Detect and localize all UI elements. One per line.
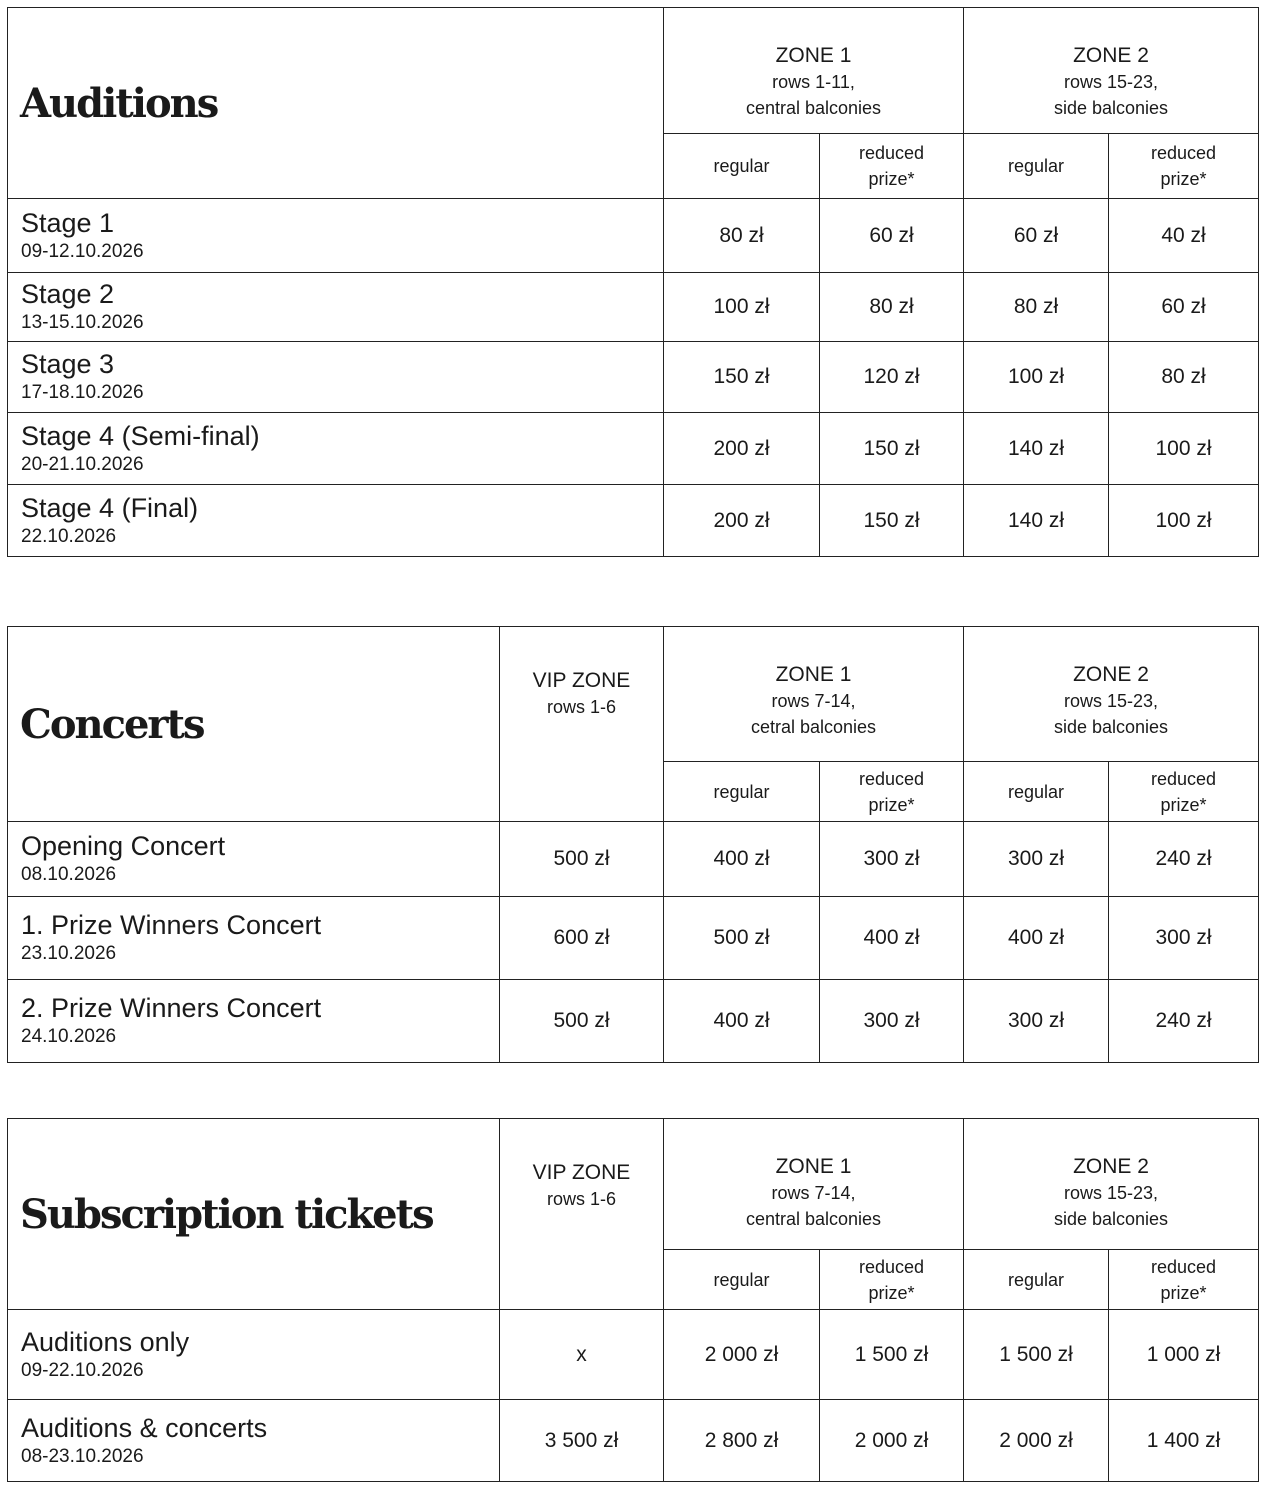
- zone-rows: rows 1-11,: [772, 72, 855, 92]
- subscriptions-title: Subscription tickets: [8, 1119, 500, 1310]
- zone-name: VIP ZONE: [532, 669, 631, 692]
- price-cell: 500 zł: [500, 822, 664, 897]
- concerts-zone2-header: [964, 627, 1259, 762]
- price-cell: 300 zł: [1109, 897, 1259, 980]
- price-cell: 140 zł: [964, 413, 1109, 485]
- price-cell: 300 zł: [820, 822, 964, 897]
- table-row: [8, 897, 1259, 980]
- zone-rows: rows 15-23,: [1064, 691, 1159, 711]
- concerts-vip-header: [500, 627, 664, 822]
- price-cell: 240 zł: [1109, 980, 1259, 1063]
- price-cell: 80 zł: [664, 199, 820, 273]
- price-cell: 400 zł: [964, 897, 1109, 980]
- event-name: Stage 4 (Final): [21, 492, 199, 523]
- price-cell: x: [500, 1310, 664, 1400]
- zone-rows: rows 7-14,: [771, 1183, 856, 1203]
- price-cell: 60 zł: [964, 199, 1109, 273]
- price-cell: 150 zł: [664, 342, 820, 413]
- table-row: [8, 822, 1259, 897]
- row-label: [8, 1310, 500, 1400]
- row-label: [8, 1400, 500, 1482]
- price-cell: 300 zł: [964, 980, 1109, 1063]
- price-cell: 2 800 zł: [664, 1400, 820, 1482]
- regular-price-header: regular: [664, 1250, 820, 1310]
- zone-rows: rows 15-23,: [1063, 1183, 1159, 1203]
- reduced-price-header: reduced prize*: [1109, 1250, 1259, 1310]
- event-date: 09-12.10.2026: [21, 240, 144, 262]
- event-name: Stage 3: [21, 349, 115, 379]
- zone-rows: rows 7-14,: [771, 691, 856, 711]
- price-cell: 400 zł: [820, 897, 964, 980]
- price-cell: 300 zł: [820, 980, 964, 1063]
- price-cell: 100 zł: [1109, 413, 1259, 485]
- event-date: 22.10.2026: [21, 525, 117, 547]
- event-name: 1. Prize Winners Concert: [21, 910, 322, 940]
- zone-name: ZONE 1: [775, 1155, 852, 1178]
- event-date: 20-21.10.2026: [21, 453, 144, 475]
- price-cell: 3 500 zł: [500, 1400, 664, 1482]
- row-label: [8, 199, 664, 273]
- concerts-title: Concerts: [8, 627, 500, 822]
- table-row: [8, 199, 1259, 273]
- subscription-price-table: [7, 1118, 1259, 1482]
- table-row: [8, 980, 1259, 1063]
- zone-balconies: central balconies: [745, 1209, 882, 1229]
- price-cell: 400 zł: [664, 980, 820, 1063]
- price-cell: 300 zł: [964, 822, 1109, 897]
- price-cell: 100 zł: [1109, 485, 1259, 557]
- zone-name: ZONE 2: [1073, 1155, 1149, 1178]
- auditions-price-table: [7, 7, 1259, 557]
- table-row: [8, 485, 1259, 557]
- zone-rows: rows 1-6: [546, 697, 617, 717]
- zone-rows: rows 15-23,: [1063, 72, 1159, 92]
- regular-price-header: regular: [664, 134, 820, 199]
- zone-rows: rows 1-6: [546, 1189, 617, 1209]
- zone-name: ZONE 2: [1073, 663, 1149, 686]
- subscriptions-zone2-header: [964, 1119, 1259, 1250]
- zone-balconies: central balconies: [745, 98, 882, 118]
- event-name: Stage 4 (Semi-final): [21, 420, 260, 451]
- row-label: [8, 980, 500, 1063]
- price-cell: 60 zł: [820, 199, 964, 273]
- subscriptions-vip-header: [500, 1119, 664, 1310]
- price-cell: 80 zł: [1109, 342, 1259, 413]
- reduced-price-header: reduced prize*: [820, 1250, 964, 1310]
- zone-balconies: side balconies: [1053, 717, 1169, 737]
- price-cell: 1 000 zł: [1109, 1310, 1259, 1400]
- event-name: Stage 1: [21, 207, 115, 238]
- price-cell: 140 zł: [964, 485, 1109, 557]
- event-name: Opening Concert: [21, 831, 226, 861]
- subscription-name: Auditions & concerts: [21, 1412, 268, 1443]
- zone-name: ZONE 2: [1073, 44, 1149, 67]
- concerts-price-table: [7, 626, 1259, 1063]
- subscription-dates: 09-22.10.2026: [21, 1359, 144, 1381]
- zone-name: ZONE 1: [775, 44, 852, 67]
- row-label: [8, 822, 500, 897]
- row-label: [8, 897, 500, 980]
- table-row: [8, 1400, 1259, 1482]
- table-row: [8, 273, 1259, 342]
- price-cell: 400 zł: [664, 822, 820, 897]
- price-cell: 2 000 zł: [964, 1400, 1109, 1482]
- regular-price-header: regular: [964, 134, 1109, 199]
- auditions-zone2-header: [964, 8, 1259, 134]
- zone-balconies: side balconies: [1053, 1209, 1169, 1229]
- reduced-price-header: reduced prize*: [1109, 134, 1259, 199]
- regular-price-header: regular: [664, 762, 820, 822]
- zone-name: VIP ZONE: [532, 1161, 631, 1184]
- table-row: [8, 1310, 1259, 1400]
- subscriptions-zone1-header: [664, 1119, 964, 1250]
- price-cell: 100 zł: [664, 273, 820, 342]
- price-cell: 600 zł: [500, 897, 664, 980]
- row-label: [8, 342, 664, 413]
- price-cell: 100 zł: [964, 342, 1109, 413]
- price-cell: 60 zł: [1109, 273, 1259, 342]
- auditions-zone1-header: [664, 8, 964, 134]
- price-cell: 80 zł: [964, 273, 1109, 342]
- price-cell: 40 zł: [1109, 199, 1259, 273]
- concerts-zone1-header: [664, 627, 964, 762]
- price-cell: 500 zł: [500, 980, 664, 1063]
- event-date: 13-15.10.2026: [21, 312, 144, 333]
- auditions-title: Auditions: [8, 8, 664, 199]
- price-cell: 1 500 zł: [964, 1310, 1109, 1400]
- reduced-price-header: reduced prize*: [1109, 762, 1259, 822]
- price-cell: 240 zł: [1109, 822, 1259, 897]
- price-cell: 2 000 zł: [820, 1400, 964, 1482]
- price-cell: 150 zł: [820, 485, 964, 557]
- regular-price-header: regular: [964, 1250, 1109, 1310]
- regular-price-header: regular: [964, 762, 1109, 822]
- reduced-price-header: reduced prize*: [820, 134, 964, 199]
- event-date: 24.10.2026: [21, 1026, 117, 1047]
- event-date: 08.10.2026: [21, 864, 117, 885]
- price-cell: 200 zł: [664, 413, 820, 485]
- price-cell: 200 zł: [664, 485, 820, 557]
- price-cell: 1 500 zł: [820, 1310, 964, 1400]
- event-name: Stage 2: [21, 279, 115, 309]
- price-cell: 150 zł: [820, 413, 964, 485]
- subscription-name: Auditions only: [21, 1326, 190, 1357]
- price-cell: 500 zł: [664, 897, 820, 980]
- zone-name: ZONE 1: [775, 663, 852, 686]
- subscription-dates: 08-23.10.2026: [21, 1445, 144, 1467]
- zone-balconies: side balconies: [1053, 98, 1169, 118]
- price-cell: 2 000 zł: [664, 1310, 820, 1400]
- row-label: [8, 413, 664, 485]
- reduced-price-header: reduced prize*: [820, 762, 964, 822]
- price-cell: 1 400 zł: [1109, 1400, 1259, 1482]
- table-row: [8, 413, 1259, 485]
- table-row: [8, 342, 1259, 413]
- event-date: 23.10.2026: [21, 943, 117, 964]
- row-label: [8, 273, 664, 342]
- row-label: [8, 485, 664, 557]
- event-date: 17-18.10.2026: [21, 382, 144, 403]
- price-cell: 80 zł: [820, 273, 964, 342]
- zone-balconies: cetral balconies: [750, 717, 877, 737]
- event-name: 2. Prize Winners Concert: [21, 993, 322, 1023]
- price-cell: 120 zł: [820, 342, 964, 413]
